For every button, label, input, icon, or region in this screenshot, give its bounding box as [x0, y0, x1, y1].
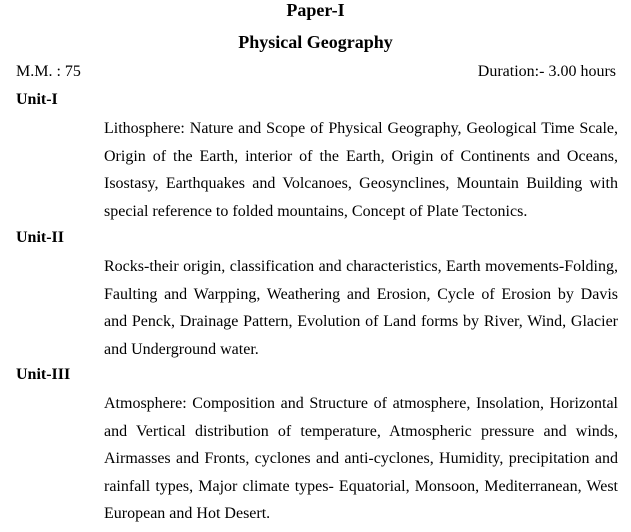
unit-heading: Unit-III: [16, 366, 71, 383]
syllabus-line: Origin of the Earth, interior of the Earth, Origin of Continents and Oceans,: [104, 147, 618, 165]
syllabus-line: and Penck, Drainage Pattern, Evolution of Land forms by River, Wind, Glacier: [104, 313, 618, 330]
subject-title: Physical Geography: [238, 32, 393, 52]
syllabus-line: special reference to folded mountains, Concept of Plate Tectonics.: [104, 202, 528, 220]
syllabus-line: Airmasses and Fronts, cyclones and anti-cyclones, Humidity, precipitation and: [104, 450, 618, 467]
syllabus-line: Rocks-their origin, classification and characteristics, Earth movements-Folding,: [104, 258, 618, 275]
unit-syllabus-text: [104, 253, 618, 363]
unit-syllabus-text: [104, 390, 618, 528]
max-marks: M.M. : 75: [16, 63, 81, 80]
syllabus-line: rainfall types, Major climate types- Equatorial, Monsoon, Mediterranean, West: [104, 477, 618, 495]
syllabus-line: and Underground water.: [104, 340, 259, 358]
syllabus-line: and Vertical distribution of temperature, Atmospheric pressure and winds,: [104, 422, 618, 440]
exam-meta-row: [16, 62, 616, 82]
unit-heading: Unit-II: [16, 229, 65, 246]
duration: Duration:- 3.00 hours: [477, 63, 616, 80]
syllabus-line: Atmosphere: Composition and Structure of atmosphere, Insolation, Horizontal: [104, 395, 618, 412]
syllabus-line: European and Hot Desert.: [104, 505, 271, 522]
unit-heading: Unit-I: [16, 91, 58, 108]
unit-syllabus-text: [104, 115, 618, 225]
syllabus-line: Faulting and Warpping, Weathering and Erosion, Cycle of Erosion by Davis: [104, 285, 618, 303]
syllabus-line: Isostasy, Earthquakes and Volcanoes, Geosynclines, Mountain Building with: [104, 175, 618, 192]
paper-title: Paper-I: [286, 0, 345, 20]
syllabus-line: Lithosphere: Nature and Scope of Physical Geography, Geological Time Scale,: [104, 120, 618, 137]
